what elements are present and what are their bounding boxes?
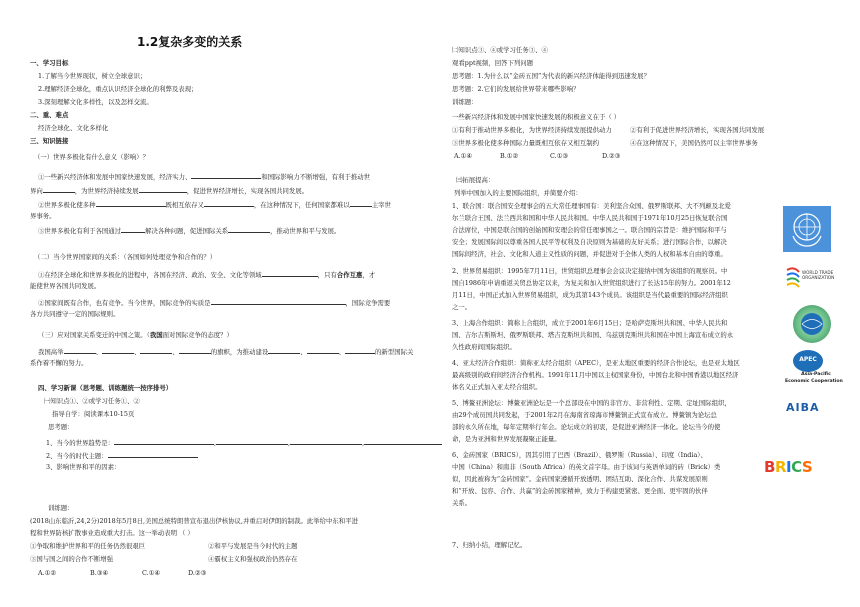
lesson-q2: 2、当今的时代主题：: [46, 451, 198, 459]
answer-c[interactable]: C.①④: [142, 569, 161, 577]
exercise2-option-1: ①有利于推动世界多极化，为世界经济持续发展提供动力: [452, 126, 612, 134]
q2-line-3: ②国家间既有合作，也有竞争。当今世界，国际竞争的实质是 ，国际竞争需要: [38, 299, 391, 307]
un-paragraph-5: 国际间经济，社会、文化和人道主义性质的问题，并促进对于全体人类的人权和基本自由的尊重。: [452, 250, 727, 258]
self-study-guide: 指导自学：阅读课本10-15页: [52, 410, 135, 418]
exercise-label-2: 训练题：: [452, 98, 478, 106]
blank[interactable]: [216, 438, 288, 445]
answer-b[interactable]: B.③④: [90, 569, 109, 577]
wto-paragraph-3: 月11日，中国正式加入世界贸易组织，成为其第143个成员。该组织是当代最重要的国际经济组织: [452, 291, 728, 299]
apec-caption-1: Asia-Pacific: [801, 372, 831, 377]
blank[interactable]: [345, 347, 375, 354]
blank[interactable]: [307, 347, 339, 354]
key-points-text: 经济全球化、文化多样化: [38, 124, 109, 132]
wto-logo-icon: [784, 264, 839, 290]
q2-line-4: 各方共同遵守一定的国际规则。: [30, 310, 120, 318]
exercise2-option-2: ②有利于促进世界经济增长，实现各国共同发展: [630, 126, 765, 134]
blank[interactable]: [96, 200, 166, 207]
brics-paragraph-5: 关系。: [452, 499, 472, 507]
brics-paragraph-3: 似，因此被称为“金砖国家”。金砖国家遵循开放透明、团结互助、深化合作、共谋发展原则: [452, 475, 708, 483]
question-2: （二）当今世界国家间的关系：（各国如何处理竞争和合作的？）: [34, 253, 217, 261]
q1-line-4: 界事务。: [30, 212, 56, 220]
blank[interactable]: [191, 172, 261, 179]
q1-line-3: ②世界多极化使多种 既相互依存又 ，在这种情况下，任何国家都难以 主宰世: [38, 201, 391, 209]
objective-3: 3.深刻理解文化多样性，以及怎样交流。: [38, 98, 153, 106]
blank[interactable]: [290, 438, 362, 445]
sco-emblem-icon: [793, 305, 831, 343]
exercise2-answer-c[interactable]: C.①③: [550, 152, 569, 160]
thinking-q1: 思考题：1.为什么以“金砖五国”为代表的新兴经济体能得到迅速发展？: [452, 72, 650, 80]
q1-line-5: ③世界多极化有利于各国通过 解决各种问题，促进国际关系 ，推动世界和平与发展。: [38, 227, 341, 235]
apec-logo-icon: [785, 350, 845, 388]
lesson-part-1: ㈠知识点①、②或学习任务①、②: [44, 397, 140, 405]
boao-text: AIBA: [786, 401, 820, 414]
q2-line-2: 能使世界各国共同发展。: [30, 282, 101, 290]
blank[interactable]: [211, 298, 346, 305]
blank[interactable]: [268, 347, 300, 354]
extension-title: ㈢拓展提高：: [456, 176, 495, 184]
q1-line-1: ①一些新兴经济体和发展中国家快速发展，经济实力、 和国际影响力不断增强，有利于推动世: [38, 173, 371, 181]
blank[interactable]: [43, 186, 75, 193]
blank[interactable]: [140, 347, 172, 354]
exercise-label: 训练题：: [48, 504, 74, 512]
apec-caption-2: Economic Cooperation: [785, 379, 843, 384]
un-emblem-icon: [783, 206, 831, 252]
boao-logo-icon: [786, 402, 826, 424]
blank[interactable]: [108, 451, 198, 458]
sco-paragraph-3: 久性政府间国际组织。: [452, 343, 516, 351]
extension-intro: 列举中国加入的主要国际组织，并简要介绍：: [454, 189, 582, 197]
brics-paragraph-1: 6、金砖国家（BRICS），因其引用了巴西（Brazil）、俄罗斯（Russia）、印度（India）、: [452, 451, 707, 459]
un-paragraph-3: 合法席位，中国是联合国的创始国和安理会的常任理事国之一。联合国的宗旨是：维护国际和平与: [452, 226, 727, 234]
exercise-option-3: ③国与国之间的合作不断增强: [30, 555, 114, 563]
boao-paragraph-4: 命，是为亚洲和世界发展凝聚正能量。: [452, 435, 561, 443]
blank[interactable]: [139, 186, 187, 193]
question-3: （三）应对国家关系变迁的中国之策。（我国面对国际竞争的态度？）: [38, 331, 233, 339]
q2-line-1: ①在经济全球化和世界多极化的进程中，各国在经济、政治、安全、文化等领域 ，只有合作互惠，才: [38, 271, 376, 279]
answer-a[interactable]: A.①②: [38, 569, 57, 577]
section-objectives: 一、学习目标: [30, 59, 69, 67]
wto-paragraph-4: 之一。: [452, 303, 472, 311]
lesson-q1: 1、当今的世界趋势是： , , ,: [46, 438, 442, 446]
blank[interactable]: [114, 438, 214, 445]
section-new-lesson: 四、学习新课（思考题、训练题统一按序排号）: [38, 384, 173, 392]
wto-logo-text: WORLD TRADE ORGANIZATION: [802, 270, 835, 280]
brics-paragraph-2: 中国（China）和南非（South Africa）的英文首字母。由于该词与英语单词的砖（Brick）类: [452, 463, 721, 471]
blank[interactable]: [350, 200, 372, 207]
un-paragraph-1: 1、联合国：联合国安全理事会的五大常任理事国有：美利坚合众国、俄罗斯联邦、大不列颠及北爱: [452, 202, 731, 210]
exercise2-option-3: ③世界多极化使多种国际力量既相互依存又相互制约: [452, 139, 599, 147]
un-paragraph-2: 尔兰联合王国、法兰西共和国和中华人民共和国。中华人民共和国于1971年10月25日恢复联合国: [452, 214, 728, 222]
exercise2-stem: 一些新兴经济体和发展中国家快速发展的积极意义在于（ ）: [452, 113, 621, 121]
apec-paragraph-3: 体名义正式加入亚太经合组织。: [452, 383, 542, 391]
lesson-part-2: ㈡知识点③、④或学习任务③、④: [452, 46, 548, 54]
summary-item: 7、归纳小结，理解记忆。: [452, 541, 527, 549]
sco-paragraph-2: 国、吉尔吉斯斯坦、俄罗斯联邦、塔吉克斯坦共和国、乌兹别克斯坦共和国在中国上海宣布成立的永: [452, 331, 734, 339]
brics-paragraph-4: 和“开放、包容、合作、共赢”的金砖国家精神，致力于构建更紧密、更全面、更牢固的伙伴: [452, 487, 708, 495]
exercise-option-2: ②和平与发展是当今时代的主题: [208, 542, 298, 550]
exercise2-answer-d[interactable]: D.②③: [602, 152, 621, 160]
exercise2-option-4: ④在这种情况下，美国仍然可以主宰世界事务: [630, 139, 758, 147]
boao-paragraph-1: 5、博鳌亚洲论坛：博鳌亚洲论坛是一个总部设在中国的非官方、非营利性、定期、定址国际组织，: [452, 399, 731, 407]
exercise2-answer-a[interactable]: A.①④: [454, 152, 473, 160]
q3-line-1: 我国高举 、 、 、 的旗帜，为推动建设 、 、 的新型国际关: [38, 348, 414, 356]
exercise-option-1: ①争取和维护世界和平的任务仍然很艰巨: [30, 542, 146, 550]
thinking-q2: 思考题：2.它们的发展给世界带来哪些影响？: [452, 85, 580, 93]
apec-paragraph-2: 最高级别的政府间经济合作机构。1991年11月中国以主权国家身份，中国台北和中国香港以地区经济: [452, 371, 739, 379]
page-title: 1.2复杂多变的关系: [137, 35, 243, 49]
objective-2: 2.理解经济全球化，重点认识经济全球化的利弊及表现；: [38, 85, 198, 93]
blank[interactable]: [228, 226, 270, 233]
blank[interactable]: [204, 200, 254, 207]
sco-paragraph-1: 3、上海合作组织：简称上合组织，成立于2001年6月15日；是哈萨克斯坦共和国、中华人民共和: [452, 319, 728, 327]
boao-paragraph-2: 由29个成员国共同发起，于2001年2月在海南省琼海市博鳌镇正式宣布成立。博鳌镇为论坛总: [452, 411, 717, 419]
section-knowledge-link: 三、知识链接: [30, 137, 69, 145]
un-paragraph-4: 安全；发展国际间以尊重各国人民平等权利及自决原则为基础的友好关系；进行国际合作，以解决: [452, 238, 727, 246]
exercise-option-4: ④霸权主义和强权政治仍然存在: [208, 555, 298, 563]
question-1: （一）世界多极化有什么意义（影响）？: [34, 153, 150, 161]
blank[interactable]: [102, 347, 134, 354]
q1-line-2: 界向 ，为世界经济持续发展 ，促进世界经济增长，实现各国共同发展。: [30, 187, 309, 195]
blank[interactable]: [179, 347, 211, 354]
exercise2-answer-b[interactable]: B.①②: [500, 152, 519, 160]
q3-line-2: 系作着不懈的努力。: [30, 359, 88, 367]
brics-logo-icon: [764, 460, 826, 482]
video-instruction: 观看ppt视频，回答下列问题: [452, 59, 534, 67]
lesson-q3: 3、影响世界和平的因素：: [46, 463, 121, 471]
exercise-stem-1: (2018山东临沂,24,2分)2018年5月8日,美国总统特朗普宣布退出伊核协议,并重启对伊朗的制裁。此举给中东和平进: [30, 517, 358, 525]
brics-text: BRICS: [764, 458, 813, 476]
boao-paragraph-3: 部的永久所在地，每年定期举行年会。论坛成立的初衷，是促进亚洲经济一体化。论坛当今的使: [452, 423, 721, 431]
blank[interactable]: [121, 226, 145, 233]
wto-paragraph-1: 2、世界贸易组织：1995年7月11日，世贸组织总理事会会议决定接纳中国为该组织的观察员。中: [452, 267, 728, 275]
objective-1: 1.了解当今世界现状，树立全球意识；: [38, 72, 147, 80]
section-key-points: 二、重、难点: [30, 111, 69, 119]
blank[interactable]: [64, 347, 96, 354]
apec-paragraph-1: 4、亚太经济合作组织：简称亚太经合组织（APEC），是亚太地区重要的经济合作论坛，也是亚太地区: [452, 359, 740, 367]
exercise-stem-2: 程和世界防核扩散事业造成重大打击。这一举动表明 （ ）: [30, 529, 194, 537]
blank[interactable]: [262, 270, 318, 277]
apec-text: APEC: [799, 356, 817, 363]
answer-d[interactable]: D.②③: [188, 569, 207, 577]
wto-paragraph-2: 国自1986年申请重返关贸总协定以来，为复关和加入世贸组织进行了长达15年的努力。2001年12: [452, 279, 731, 287]
blank[interactable]: [364, 438, 442, 445]
thinking-label: 思考题：: [48, 423, 74, 431]
